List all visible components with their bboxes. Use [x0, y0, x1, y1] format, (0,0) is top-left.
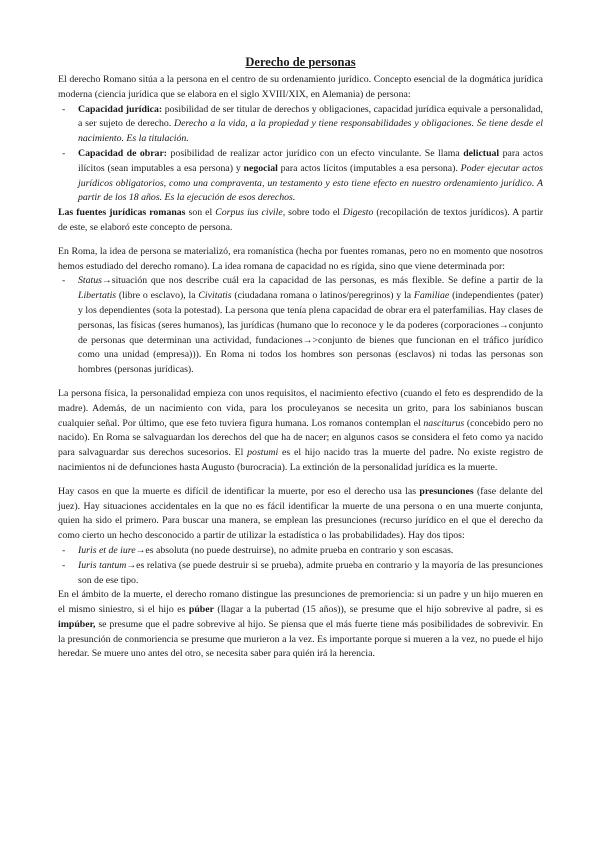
list-item-italic-note: Derecho a la vida, a la propiedad y tiene responsabilidades y obligaciones. Se tiene desde el nacimiento. Es la titulación. [78, 118, 544, 145]
term-status: Status [78, 275, 102, 287]
text-run: sobre todo el [285, 207, 343, 219]
term-capacidad-juridica: Capacidad jurídica: [78, 103, 163, 115]
term-negocial: negocial [243, 162, 278, 174]
term-corpus: Corpus ius civile, [215, 207, 286, 219]
text-run: En Roma, la idea de persona se materializó, era romanística (hecha por fuentes romanas, pero no en momento que nosotros hemos estudiado del derecho romano). La idea romana de capacidad no es rígida, sino que viene determinada por: [58, 245, 543, 272]
text-run: Hay casos en que la muerte es difícil de identificar la muerte, por eso el derecho usa las [58, 485, 420, 497]
term-capacidad-obrar: Capacidad de obrar: [78, 147, 168, 159]
spacer [58, 236, 543, 245]
text-run: se presume que el padre sobrevive al hijo. Se piensa que el más fuerte tiene más posibilidades de sobrevivir. En la presunción de conmoriencia se presume que murieron a la vez. Es importante porque si mueren a la vez, no puede el hijo heredar. Se muere uno antes del otro, se necesita saber para quién irá la herencia. [58, 618, 543, 660]
page-title: Derecho de personas [245, 55, 356, 69]
list-item-italic-note: Poder ejecutar actos jurídicos obligatorios, como una compraventa, un testamento y esto tiene efecto en nuestro ordenamiento jurídico. A partir de los 18 años. Es la ejecución de esos derechos. [78, 162, 543, 204]
status-list [58, 274, 543, 378]
list-item-status [58, 274, 543, 378]
text-run: →es relativa (se puede destruir si se prueba), admite prueba en contrario y la mayoría de las presunciones son de ese tipo. [78, 559, 543, 586]
term-familiae: Familiae [413, 290, 450, 302]
term-iuris-tantum: Iuris tantum [78, 559, 127, 571]
term-nasciturus: nasciturus [423, 417, 465, 429]
premoriencia-paragraph [58, 588, 543, 662]
text-run: →situación que nos describe cuál era la capacidad de las personas, es más flexible. Se define a partir de la [101, 275, 543, 287]
term-libertatis: Libertatis [78, 290, 117, 302]
presunciones-paragraph [58, 485, 543, 544]
term-presunciones: presunciones [419, 485, 474, 497]
list-item-capacidad-obrar [58, 147, 543, 206]
list-item-text: para actos lícitos (imputables a esa persona). [277, 162, 461, 174]
term-impuber: impúber, [58, 618, 96, 630]
list-item-text: posibilidad de ser titular de derechos y obligaciones, capacidad jurídica equivale a personalidad, a ser sujeto de derecho. [78, 103, 543, 130]
list-item-iuris-et-de-iure [58, 544, 543, 559]
sources-paragraph [58, 206, 543, 236]
intro-paragraph [58, 73, 543, 103]
term-fuentes: Las fuentes jurídicas romanas [58, 207, 186, 219]
text-run: (fase delante del juez). Hay situaciones accidentales en la que no es fácil identificar la muerte de una persona o en una muerte conjunta, quien ha sido el primero. Para buscar una manera, se emplean las presunciones (recurso jurídico en el que el derecho da como cierto un hecho desconocido a partir de utilizar la estadística o las probabilidades). Hay dos tipos: [58, 485, 544, 542]
roma-paragraph [58, 245, 543, 275]
text-run: →es absoluta (no puede destruirse), no admite prueba en contrario y son escasas. [135, 544, 454, 556]
spacer [58, 476, 543, 485]
term-iuris-et-de-iure: Iuris et de iure [78, 544, 136, 556]
text-run: La persona física, la personalidad empieza con unos requisitos, el nacimiento efectivo (cuando el feto es desprendido de la madre). Además, de un nacimiento con vida, para los proculeyanos se necesita un grito, para los sabinianos buscan cualquier señal. Por último, que ese feto tuviera figura humana. Los romanos contemplan el [58, 387, 543, 429]
text-run: (libre o esclavo), la [116, 290, 199, 302]
text-run: (concebido pero no nacido). En Roma se salvaguardan los derechos del que ha de nacer; en algunos casos se considera el feto como ya nacido para salvaguardar sus derechos sucesorios. El [58, 417, 543, 459]
text-run: (independientes (pater) y los dependientes (sota la potestad). La persona que tenía plena capacidad de obrar era el paterfamilias. Hay clases de personas, las físicas (seres humanos), las jurídicas (humano que lo reconoce y le da poderes (corporaciones→conjunto de personas que determinan una actividad, fundaciones→>conjunto de bienes que funcionan en el tráfico jurídico como una unidad (empresa))). En Roma ni todos los hombres son personas (esclavos) ni todas las personas son hombres (personas jurídicas). [78, 290, 543, 376]
text-run: (recopilación de textos jurídicos). A partir de este, se elaboró este concepto de persona. [58, 207, 543, 233]
text-run: son el [185, 207, 216, 219]
list-item-text: para actos ilícitos (sean imputables a esa persona) y [78, 147, 544, 174]
text-run: En el ámbito de la muerte, el derecho romano distingue las presunciones de premoriencia: si un padre y un hijo mueren en el mismo siniestro, si el hijo es [58, 589, 543, 616]
term-civitatis: Civitatis [198, 290, 232, 302]
text-run: es el hijo nacido tras la muerte del padre. No existe registro de nacimientos ni de defunciones hasta Augusto (burocracia). La extinción de la personalidad jurídica es la muerte. [58, 447, 543, 473]
list-item-iuris-tantum [58, 559, 543, 589]
intro-text: El derecho Romano sitúa a la persona en el centro de su ordenamiento jurídico. Concepto esencial de la dogmática jurídica moderna (ciencia jurídica que se elabora en el siglo XVIII/XIX, en Alemania) de persona: [58, 74, 543, 100]
text-run: (ciudadana romana o latinos/peregrinos) y la [231, 290, 414, 302]
spacer [58, 378, 543, 387]
term-digesto: Digesto [342, 207, 374, 219]
term-puber: púber [188, 604, 214, 616]
persona-fisica-paragraph [58, 387, 543, 476]
term-delictual: delictual [463, 147, 500, 159]
text-run: (llagar a la pubertad (15 años)), se presume que el hijo sobrevive al padre, si es [213, 604, 543, 616]
term-postumi: postumi [247, 447, 279, 459]
list-item-text: posibilidad de realizar actor jurídico con un efecto vinculante. Se llama [167, 147, 464, 159]
capacity-list [58, 103, 543, 207]
list-item-capacidad-juridica [58, 103, 543, 147]
presunciones-list [58, 544, 543, 588]
